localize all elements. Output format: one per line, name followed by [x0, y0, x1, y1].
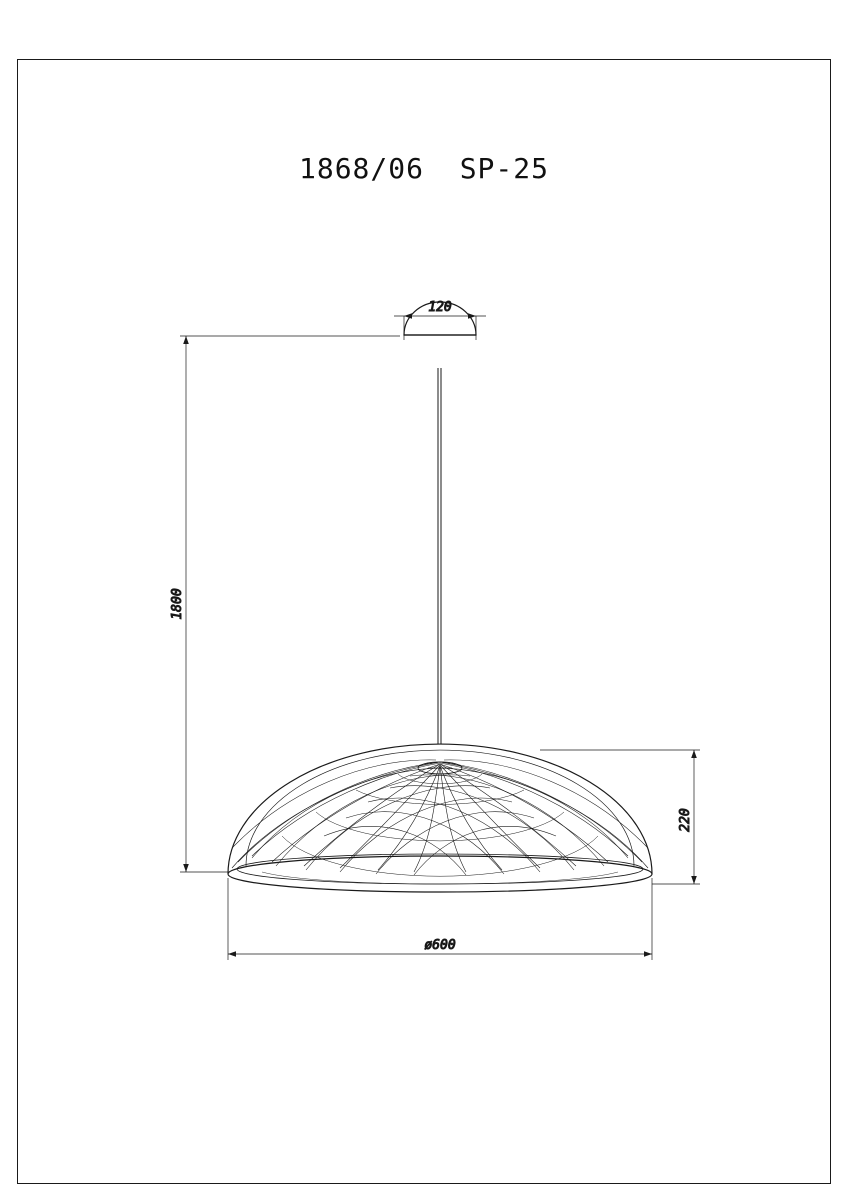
- dimension-label-shade-height: 220: [678, 808, 693, 832]
- dimension-label-shade-diameter: ø600: [424, 938, 456, 953]
- page-title: 1868/06 SP-25: [298, 152, 549, 185]
- lamp-shade: [228, 744, 652, 892]
- dimension-shade-diameter-600: [228, 878, 652, 960]
- dimension-label-drop: 1800: [170, 588, 185, 620]
- dimension-label-canopy: 120: [428, 300, 452, 315]
- suspension-rod: [438, 368, 441, 770]
